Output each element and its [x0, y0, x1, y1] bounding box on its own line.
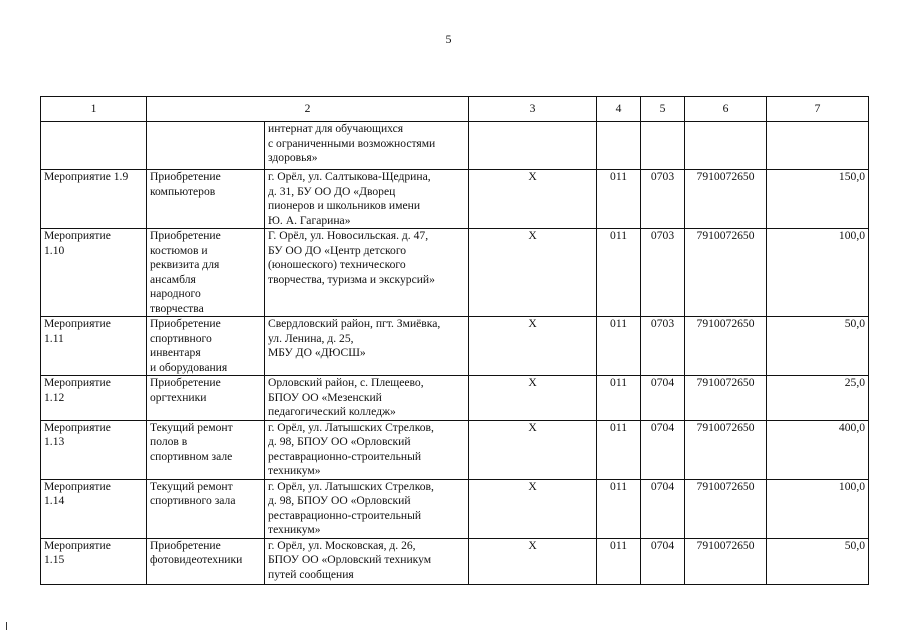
event-cell — [41, 479, 147, 538]
location-cell-line: здоровья» — [268, 151, 318, 164]
purpose-cell-line: фотовидеотехники — [150, 553, 243, 566]
table-row — [41, 376, 869, 421]
event-cell — [41, 122, 147, 170]
location-cell-line: путей сообщения — [268, 567, 354, 581]
header-row — [41, 97, 869, 122]
table-row — [41, 229, 869, 317]
purpose-cell-line: спортивного зала — [150, 494, 236, 507]
col4-cell: 011 — [597, 317, 641, 376]
event-cell-line: 1.13 — [44, 435, 65, 448]
location-cell-line: реставрационно-строительный — [268, 508, 422, 522]
purpose-cell-line: Текущий ремонт — [150, 420, 233, 434]
col3-cell: X — [469, 538, 597, 584]
location-cell-line: (юношеского) технического — [268, 258, 406, 271]
purpose-cell — [147, 170, 265, 229]
event-cell-line: 1.15 — [44, 553, 65, 566]
header-cell-3: 3 — [469, 97, 597, 122]
purpose-cell-line: Приобретение — [150, 376, 221, 389]
col5-cell: 0704 — [641, 479, 685, 538]
event-cell-line: Мероприятие — [44, 229, 111, 242]
col3-cell — [469, 122, 597, 170]
location-cell-line: педагогический колледж» — [268, 405, 396, 418]
location-cell-line: д. 98, БПОУ ОО «Орловский — [268, 435, 411, 448]
table-row — [41, 170, 869, 229]
location-cell-line: техникум» — [268, 464, 321, 477]
event-cell — [41, 538, 147, 584]
event-cell-line: Мероприятие — [44, 479, 111, 493]
col5-cell — [641, 122, 685, 170]
page-number: 5 — [445, 32, 452, 46]
event-cell-line: Мероприятие — [44, 317, 111, 330]
purpose-cell — [147, 122, 265, 170]
table-row — [41, 317, 869, 376]
col3-cell: X — [469, 479, 597, 538]
amount-cell: 100,0 — [767, 479, 869, 538]
purpose-cell-line: народного — [150, 287, 201, 300]
purpose-cell — [147, 229, 265, 317]
col6-cell: 7910072650 — [685, 170, 767, 229]
event-cell — [41, 170, 147, 229]
location-cell-line: техникум» — [268, 523, 321, 536]
amount-cell: 100,0 — [767, 229, 869, 317]
purpose-cell-line: инвентаря — [150, 346, 201, 359]
location-cell-line: интернат для обучающихся — [268, 122, 404, 135]
location-cell-line: Орловский район, с. Плещеево, — [268, 376, 424, 389]
col5-cell: 0704 — [641, 376, 685, 421]
location-cell-line: г. Орёл, ул. Латышских Стрелков, — [268, 420, 434, 434]
table-row — [41, 479, 869, 538]
amount-cell: 25,0 — [767, 376, 869, 421]
location-cell-line: с ограниченными возможностями — [268, 136, 436, 150]
location-cell-line: Г. Орёл, ул. Новосильская. д. 47, — [268, 229, 429, 242]
col5-cell: 0704 — [641, 420, 685, 479]
header-cell-5: 5 — [641, 97, 685, 122]
col4-cell: 011 — [597, 229, 641, 317]
event-cell — [41, 376, 147, 421]
location-cell-line: ул. Ленина, д. 25, — [268, 331, 354, 345]
location-cell-line: г. Орёл, ул. Салтыкова-Щедрина, — [268, 170, 431, 183]
amount-cell: 400,0 — [767, 420, 869, 479]
location-cell-line: МБУ ДО «ДЮСШ» — [268, 346, 366, 359]
purpose-cell — [147, 538, 265, 584]
location-cell — [265, 229, 469, 317]
col5-cell: 0703 — [641, 170, 685, 229]
event-cell-line: 1.14 — [44, 494, 65, 507]
location-cell-line: творчества, туризма и экскурсий» — [268, 272, 435, 286]
purpose-cell — [147, 479, 265, 538]
location-cell-line: д. 31, БУ ОО ДО «Дворец — [268, 184, 396, 198]
col3-cell: X — [469, 420, 597, 479]
purpose-cell-line: спортивного — [150, 331, 212, 345]
header-cell-6: 6 — [685, 97, 767, 122]
purpose-cell — [147, 317, 265, 376]
col3-cell: X — [469, 229, 597, 317]
col4-cell: 011 — [597, 376, 641, 421]
location-cell — [265, 170, 469, 229]
amount-cell: 50,0 — [767, 317, 869, 376]
location-cell — [265, 538, 469, 584]
col6-cell: 7910072650 — [685, 479, 767, 538]
location-cell — [265, 122, 469, 170]
event-cell-line: 1.10 — [44, 243, 65, 257]
col6-cell: 7910072650 — [685, 317, 767, 376]
purpose-cell-line: Приобретение — [150, 538, 221, 552]
col4-cell: 011 — [597, 170, 641, 229]
location-cell-line: Ю. А. Гагарина» — [268, 213, 351, 227]
col3-cell: X — [469, 170, 597, 229]
purpose-cell — [147, 420, 265, 479]
location-cell-line: реставрационно-строительный — [268, 449, 422, 463]
event-cell-line: Мероприятие 1.9 — [44, 170, 129, 183]
event-cell — [41, 317, 147, 376]
location-cell-line: пионеров и школьников имени — [268, 199, 421, 212]
purpose-cell-line: оргтехники — [150, 390, 207, 404]
col5-cell: 0704 — [641, 538, 685, 584]
col6-cell — [685, 122, 767, 170]
location-cell-line: Свердловский район, пгт. Змиёвка, — [268, 317, 441, 330]
event-cell-line: 1.12 — [44, 390, 65, 404]
budget-table — [40, 96, 869, 585]
purpose-cell-line: компьютеров — [150, 184, 216, 198]
col4-cell: 011 — [597, 479, 641, 538]
location-cell-line: БУ ОО ДО «Центр детского — [268, 243, 407, 257]
amount-cell — [767, 122, 869, 170]
header-cell-7: 7 — [767, 97, 869, 122]
location-cell — [265, 420, 469, 479]
purpose-cell-line: костюмов и — [150, 243, 208, 257]
event-cell-line: Мероприятие — [44, 420, 111, 434]
event-cell — [41, 229, 147, 317]
table-row — [41, 538, 869, 584]
purpose-cell-line: Приобретение — [150, 170, 221, 183]
col6-cell: 7910072650 — [685, 376, 767, 421]
header-cell-1: 1 — [41, 97, 147, 122]
amount-cell: 50,0 — [767, 538, 869, 584]
col4-cell — [597, 122, 641, 170]
header-cell-2: 2 — [147, 97, 469, 122]
purpose-cell-line: реквизита для — [150, 258, 220, 271]
location-cell-line: БПОУ ОО «Орловский техникум — [268, 553, 432, 566]
event-cell-line: 1.11 — [44, 331, 64, 345]
purpose-cell-line: творчества — [150, 301, 204, 315]
col3-cell: X — [469, 376, 597, 421]
table-row — [41, 420, 869, 479]
col6-cell: 7910072650 — [685, 420, 767, 479]
col5-cell: 0703 — [641, 317, 685, 376]
scan-margin-mark — [6, 622, 7, 630]
location-cell-line: БПОУ ОО «Мезенский — [268, 390, 382, 404]
purpose-cell-line: Приобретение — [150, 229, 221, 242]
header-cell-4: 4 — [597, 97, 641, 122]
location-cell — [265, 479, 469, 538]
event-cell-line: Мероприятие — [44, 538, 111, 552]
event-cell-line: Мероприятие — [44, 376, 111, 389]
amount-cell: 150,0 — [767, 170, 869, 229]
purpose-cell — [147, 376, 265, 421]
col6-cell: 7910072650 — [685, 229, 767, 317]
purpose-cell-line: полов в — [150, 435, 188, 448]
col3-cell: X — [469, 317, 597, 376]
purpose-cell-line: спортивном зале — [150, 449, 233, 463]
location-cell — [265, 376, 469, 421]
purpose-cell-line: Приобретение — [150, 317, 221, 330]
col5-cell: 0703 — [641, 229, 685, 317]
purpose-cell-line: и оборудования — [150, 360, 228, 374]
location-cell-line: г. Орёл, ул. Латышских Стрелков, — [268, 479, 434, 493]
col6-cell: 7910072650 — [685, 538, 767, 584]
location-cell-line: г. Орёл, ул. Московская, д. 26, — [268, 538, 416, 552]
purpose-cell-line: Текущий ремонт — [150, 479, 233, 493]
location-cell — [265, 317, 469, 376]
purpose-cell-line: ансамбля — [150, 272, 196, 286]
location-cell-line: д. 98, БПОУ ОО «Орловский — [268, 494, 411, 507]
table-row — [41, 122, 869, 170]
event-cell — [41, 420, 147, 479]
col4-cell: 011 — [597, 420, 641, 479]
col4-cell: 011 — [597, 538, 641, 584]
